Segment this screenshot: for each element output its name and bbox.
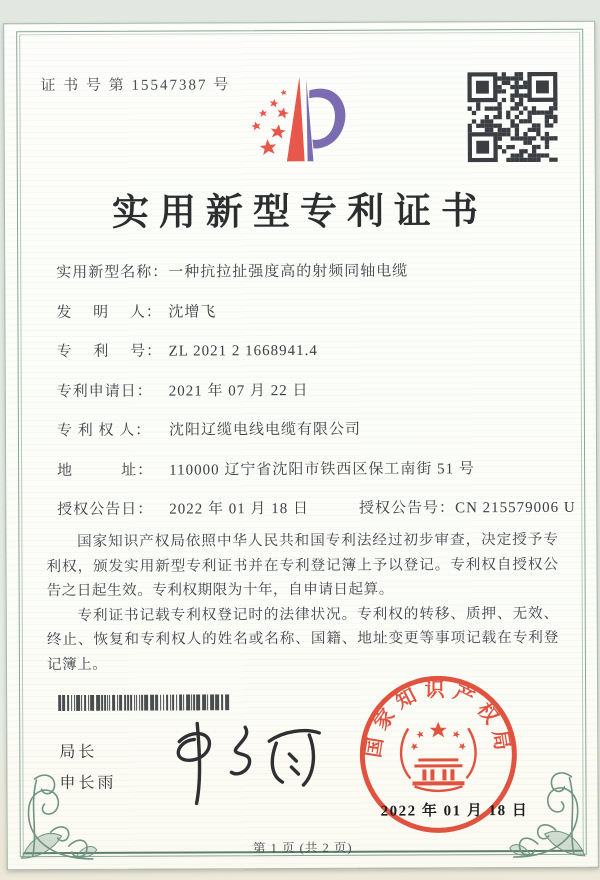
field-value: CN 215579006 U [455,499,576,517]
field-value: 2022 年 01 月 18 日 [169,500,310,518]
svg-text:国家知识产权局 [361,678,515,759]
cnipa-logo-icon [238,69,356,172]
director-title: 局长 [59,743,98,762]
field-value: 2021 年 07 月 22 日 [168,382,309,400]
field-value: 一种抗拉扯强度高的射频同轴电缆 [168,263,409,281]
field-label: 专 利 号： [56,343,163,361]
field-row [57,456,566,479]
field-label: 授权公告日： [57,501,154,519]
field-list [56,259,576,538]
field-value: 沈增飞 [168,303,217,321]
legal-paragraph: 专利证书记载专利权登记时的法律状况。专利权的转移、质押、无效、终止、恢复和专利权人的姓名或名称、国籍、地址变更等事项记载在专利登记簿上。 [46,605,559,674]
field-row [56,377,566,400]
legal-paragraph: 国家知识产权局依照中华人民共和国专利法经过初步审查，决定授予专利权，颁发实用新型专利证书并在专利登记簿上予以登记。专利权自授权公告之日起生效。专利权期限为十年，自申请日起算。 [46,531,559,600]
certificate-title: 实用新型专利证书 [111,191,489,234]
director-signature-icon [157,717,337,810]
field-label: 专 利 权 人： [56,422,152,440]
legal-text [46,528,559,678]
certificate-paper [3,21,599,871]
certificate-number: 证 书 号 第 15547387 号 [40,77,231,95]
field-value: 110000 辽宁省沈阳市铁西区保工南街 51 号 [169,460,475,479]
field-row [56,417,566,440]
field-label: 授权公告号： [359,500,456,517]
national-emblem-icon [409,722,468,786]
field-label: 专利申请日： [56,383,153,400]
seal-date: 2022 年 01 月 18 日 [380,803,529,820]
grant-number [359,496,576,517]
field-label: 地 址： [57,462,154,479]
field-row [56,298,565,321]
director-name: 申长雨 [59,774,117,793]
grant-row [57,496,576,519]
page-number: 第 1 页 (共 2 页) [252,840,353,856]
field-row [56,338,566,361]
field-label: 实用新型名称： [56,264,169,282]
barcode [58,694,230,711]
director-block [59,737,116,799]
qr-code [467,72,557,162]
field-value: 沈阳辽缆电线电缆有限公司 [168,421,361,439]
field-value: ZL 2021 2 1668941.4 [168,342,318,360]
grant-date [57,497,310,519]
field-row [56,259,565,282]
field-label: 发 明 人： [56,304,162,321]
seal-org-text: 国家知识产权局 [362,679,515,760]
